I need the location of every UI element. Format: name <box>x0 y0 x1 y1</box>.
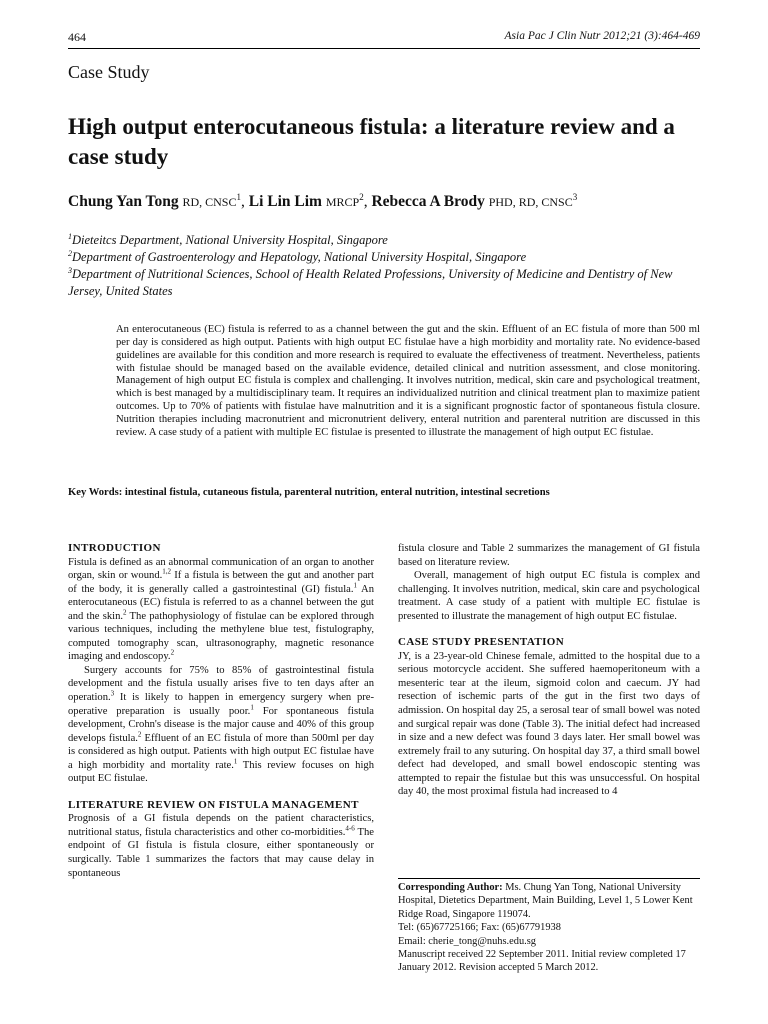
author-name: Chung Yan Tong <box>68 193 179 210</box>
affiliation: $^3$Department of Nutritional Sciences, School of Health Related Professions, University of Medicine and Dentistry of New Jersey, United States <box>68 265 673 298</box>
affiliation-list <box>68 232 708 300</box>
author-affiliation-mark: 1 <box>236 191 241 202</box>
keywords-text: intestinal fistula, cutaneous fistula, parenteral nutrition, enteral nutrition, intestinal secretions <box>124 487 550 498</box>
left-column <box>68 542 374 880</box>
paragraph: Prognosis of a GI fistula depends on the patient characteristics, nutritional status, fistula characteristics and other co-morbidities.$^{4-6}$ The endpoint of GI fistula is fistula closure, either spontaneously or surgically. Table 1 summarizes the factors that may cause delay in spontaneous <box>68 813 374 879</box>
paragraph: fistula closure and Table 2 summarizes the management of GI fistula based on literature review. <box>398 543 700 568</box>
author-credentials: RD, CNSC <box>182 195 237 209</box>
keywords-label: Key Words: <box>68 487 123 498</box>
correspondence-email: Email: cherie_tong@nuhs.edu.sg <box>398 935 536 947</box>
paragraph: Surgery accounts for 75% to 85% of gastrointestinal fistula development and the fistula usually arises five to ten days after an operation.$^3$ It is likely to happen in emergency surgery when pre-operative preparation is usually poor.$^1$ For spontaneous fistula development, Crohn's disease is the major cause and 40% of this group develops fistula.$^2$ Effluent of an EC fistula of more than 500ml per day is considered as high output. Patients with high output EC fistulae have a high morbidity and mortality rate.$^1$ This review focuses on high output EC fistulae. <box>68 664 375 785</box>
author-name: Li Lin Lim <box>248 193 322 210</box>
paragraph: Overall, management of high output EC fistula is complex and challenging. It involves nutrition, medical, skin care and psychological treatment. A case study of a patient with multiple EC fistulae is presented to illustrate the management of high output EC fistulae. <box>398 570 700 622</box>
correspondence-address: Ms. Chung Yan Tong, National University Hospital, Dietetics Department, Main Building, Level 1, 5 Lower Kent Ridge Road, Singapore 119074. <box>398 882 693 920</box>
correspondence-block <box>398 881 700 975</box>
right-column <box>398 542 700 799</box>
paragraph: Fistula is defined as an abnormal communication of an organ to another organ, skin or wound.$^{1,2}$ If a fistula is between the gut and another part of the body, it is generally called a gastrointestinal (GI) fistula.$^1$ An enterocutaneous (EC) fistula is referred to as a channel between the gut and the skin.$^2$ The pathophysiology of fistulae can be explored through various techniques, including the methylene blue test, fistulography, computed tomography scan, ultrasonography, magnetic resonance imaging and endoscopy.$^2$ <box>68 556 374 663</box>
page-number: 464 <box>68 30 86 44</box>
correspondence-phone: Tel: (65)67725166; Fax: (65)67791938 <box>398 922 561 934</box>
article-type: Case Study <box>68 62 150 82</box>
author-affiliation-mark: 3 <box>572 191 578 202</box>
article-title: High output enterocutaneous fistula: a literature review and a case study <box>68 114 675 169</box>
author-list: Chung Yan Tong RD, CNSC$^1$, Li Lin Lim MRCP$^2$, Rebecca A Brody PHD, RD, CNSC$^3$ <box>68 191 578 210</box>
author-credentials: MRCP <box>325 195 360 209</box>
journal-citation: Asia Pac J Clin Nutr 2012;21 (3):464-469 <box>504 30 700 42</box>
section-heading: CASE STUDY PRESENTATION <box>398 636 565 649</box>
affiliation: $^2$Department of Gastroenterology and Hepatology, National University Hospital, Singapore <box>68 248 527 264</box>
keywords <box>68 487 708 498</box>
correspondence-rule <box>398 878 700 879</box>
affiliation: $^1$Dieteitcs Department, National University Hospital, Singapore <box>68 231 388 247</box>
section-heading: LITERATURE REVIEW ON FISTULA MANAGEMENT <box>68 798 359 811</box>
author-affiliation-mark: 2 <box>359 191 364 202</box>
correspondence-label: Corresponding Author: <box>398 882 503 893</box>
paragraph: JY, is a 23-year-old Chinese female, admitted to the hospital due to a serious motorcycle accident. She suffered haemoperitoneum with a mesenteric tear at the ileum, sigmoid colon and caecum. JY had resection of ischemic parts of the gut in the first two days of admission. On hospital day 25, a serosal tear of small bowel was noted and surgical repair was done (Table 3). The initial defect had increased in size and a new defect was found 3 days later. Her small bowel was extremely frail to any suturing. On hospital day 37, a third small bowel defect had developed, and small bowel endoscopic stenting was attempted to repair the fistulae but this was unsuccessful. On hospital day 40, the most proximal fistula had increased to 4 <box>398 650 700 798</box>
section-heading: INTRODUCTION <box>68 542 161 554</box>
author-name: Rebecca A Brody <box>371 193 485 210</box>
abstract: An enterocutaneous (EC) fistula is referred to as a channel between the gut and the skin. Effluent of an EC fistula of more than 500 ml per day is considered as high output. Patients with high output EC fistulae have a high morbidity and mortality rate. No evidence-based guidelines are available for this condition and more research is required to evaluate the effectiveness of treatment. Nevertheless, patients with fistulae should be managed based on the available evidence, detailed clinical and nutrition assessment, and close monitoring. Management of high output EC fistula is complex and challenging. It involves nutrition, medical, skin care and psychological treatment, which is best managed by a multidisciplinary team. It requires an individualized nutrition and clinical treatment plan to maximize patient outcomes. Up to 70% of patients with fistulae have malnutrition and it is a significant prognostic factor of spontaneous fistula closure. Nutrition therapies including macronutrient and micronutrient delivery, enteral nutrition and parenteral nutrition are discussed in this review. A case study of a patient with multiple EC fistulae is presented to illustrate the management of high output EC fistulae. <box>116 324 700 438</box>
header-rule <box>68 48 700 49</box>
manuscript-dates: Manuscript received 22 September 2011. Initial review completed 17 January 2012. Revision accepted 5 March 2012. <box>398 949 686 974</box>
author-credentials: PHD, RD, CNSC <box>488 195 573 209</box>
